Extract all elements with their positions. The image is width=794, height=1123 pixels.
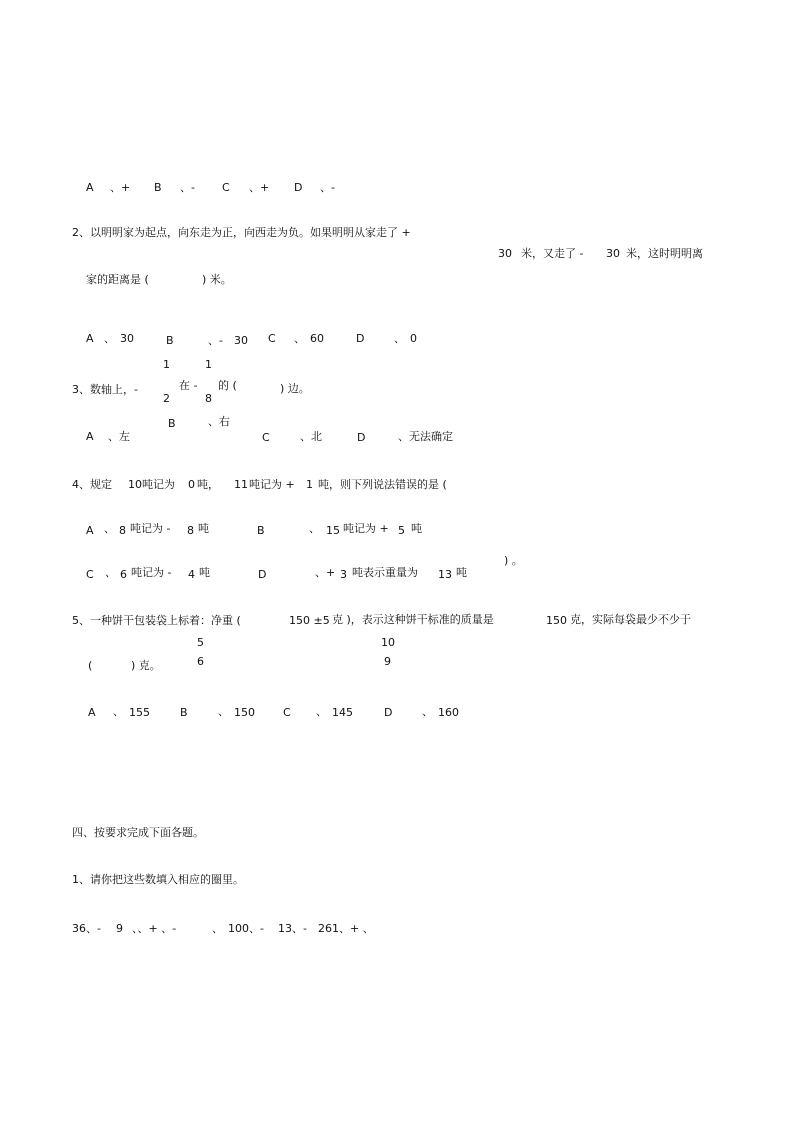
number-list-part-7: 261、+ 、	[318, 922, 374, 935]
q4-option-b-sep: 、	[309, 522, 320, 535]
q4-option-b-value-2: 5	[398, 524, 405, 537]
q4-option-b-text-1: 吨记为 +	[343, 522, 389, 535]
q4-option-d-sep: 、+	[315, 566, 336, 579]
q5-option-d-value: 160	[438, 706, 459, 719]
q4-option-c-text-1: 吨记为 -	[131, 566, 172, 579]
q5-stem-line2-open: (	[88, 659, 93, 672]
q5-option-a: A	[88, 706, 96, 719]
q4-value-3: 11	[234, 478, 248, 491]
q5-option-c-value: 145	[332, 706, 353, 719]
number-list-part-1: 36、-	[72, 922, 101, 935]
q4-option-b-value-1: 15	[326, 524, 340, 537]
q1-option-c: C	[222, 181, 230, 194]
number-list-part-2: 9	[116, 922, 123, 935]
q2-option-c-sep: 、	[294, 332, 305, 345]
q4-option-c: C	[86, 568, 94, 581]
q4-option-d-text-1: 吨表示重量为	[352, 566, 418, 579]
q3-option-b: B	[168, 417, 176, 430]
q4-option-a-sep: 、	[104, 522, 115, 535]
q3-stem-end2: ) 边。	[280, 382, 310, 395]
q3-stem-end: 的 (	[218, 379, 237, 392]
q5-fraction-den-2: 9	[384, 655, 391, 668]
q4-stem-close: ) 。	[504, 554, 523, 567]
q2-option-a-value: 30	[120, 332, 134, 345]
q2-option-d-value: 0	[410, 332, 417, 345]
q2-option-a-sep: 、	[104, 332, 115, 345]
q3-option-d-text: 、无法确定	[398, 430, 453, 443]
q2-option-b: B	[166, 334, 174, 347]
section-4-question-1: 1、请你把这些数填入相应的圈里。	[72, 873, 244, 886]
q4-option-b: B	[257, 524, 265, 537]
q1-option-a: A	[86, 181, 94, 194]
q5-stem-line2-close: ) 克。	[131, 659, 161, 672]
q3-option-a: A	[86, 430, 94, 443]
q4-option-c-text-2: 吨	[199, 566, 210, 579]
q5-option-a-sep: 、	[113, 705, 124, 718]
q5-option-b-value: 150	[234, 706, 255, 719]
q3-option-d: D	[357, 431, 366, 444]
q3-option-a-text: 、左	[108, 430, 130, 443]
q2-option-c: C	[268, 332, 276, 345]
section-4-heading: 四、按要求完成下面各题。	[72, 826, 204, 839]
q4-option-a-value-2: 8	[187, 524, 194, 537]
q3-stem: 3、数轴上，-	[72, 383, 138, 396]
q4-option-d: D	[258, 568, 267, 581]
q2-option-b-sep: 、-	[208, 334, 223, 347]
q2-stem: 2、以明明家为起点，向东走为正，向西走为负。如果明明从家走了 +	[72, 226, 411, 239]
q3-option-b-text: 、右	[208, 415, 230, 428]
q1-option-b-sign: 、-	[180, 181, 195, 194]
q4-option-b-text-2: 吨	[411, 522, 422, 535]
q4-value-4: 1	[306, 478, 313, 491]
q5-option-b: B	[180, 706, 188, 719]
q4-option-c-value-2: 4	[188, 568, 195, 581]
q5-stem-2: 克 )，表示这种饼干标准的质量是	[332, 613, 494, 626]
q3-stem-mid: 在 -	[179, 379, 198, 392]
q2-number-2: 30	[606, 247, 620, 260]
q5-stem-3: 克，实际每袋最少不少于	[570, 613, 691, 626]
q4-option-a-text-2: 吨	[198, 522, 209, 535]
q3-option-c-text: 、北	[300, 430, 322, 443]
q5-option-c: C	[283, 706, 291, 719]
q4-option-d-value-2: 13	[438, 568, 452, 581]
q4-stem-5: 吨，则下列说法错误的是 (	[318, 478, 447, 491]
number-list-part-6: 13、-	[278, 922, 307, 935]
q5-value-2: 150	[546, 614, 567, 627]
q3-numerator-2: 1	[205, 358, 212, 371]
number-list-part-4: 、	[212, 922, 223, 935]
q4-option-c-sep: 、	[105, 566, 116, 579]
q4-option-d-value-1: 3	[340, 568, 347, 581]
q2-option-d-sep: 、	[394, 332, 405, 345]
q4-option-d-text-2: 吨	[456, 566, 467, 579]
q5-option-a-value: 155	[129, 706, 150, 719]
q4-option-c-value-1: 6	[120, 568, 127, 581]
q5-stem-1: 5、一种饼干包装袋上标着：净重 (	[72, 614, 241, 627]
q4-stem-1: 4、规定	[72, 478, 112, 491]
q2-stem-mid: 米，又走了 -	[521, 247, 584, 260]
q5-option-b-sep: 、	[218, 705, 229, 718]
q2-option-d: D	[356, 332, 365, 345]
q5-fraction-num-2: 10	[381, 636, 395, 649]
q2-stem-line3-end: ) 米。	[202, 273, 232, 286]
q3-option-c: C	[262, 431, 270, 444]
q4-stem-2: 吨记为	[142, 478, 175, 491]
q4-option-a-value-1: 8	[119, 524, 126, 537]
q1-option-d-sign: 、-	[320, 181, 335, 194]
q4-stem-3: 吨，	[197, 478, 219, 491]
q5-fraction-num-1: 5	[197, 636, 204, 649]
q1-option-c-sign: 、+	[249, 181, 270, 194]
q2-stem-tail: 米，这时明明离	[626, 247, 703, 260]
q3-denominator-2: 8	[205, 392, 212, 405]
q2-option-b-value: 30	[234, 334, 248, 347]
q2-option-c-value: 60	[310, 332, 324, 345]
q1-option-b: B	[154, 181, 162, 194]
q1-option-d: D	[294, 181, 303, 194]
q5-option-d: D	[384, 706, 393, 719]
q4-option-a-text-1: 吨记为 -	[130, 522, 171, 535]
number-list-part-5: 100、-	[228, 922, 264, 935]
q3-numerator-1: 1	[163, 358, 170, 371]
q5-value-1: 150 ±5	[289, 614, 330, 627]
q2-option-a: A	[86, 332, 94, 345]
q1-option-a-sign: 、+	[110, 181, 131, 194]
q4-value-1: 10	[128, 478, 142, 491]
q5-fraction-den-1: 6	[197, 655, 204, 668]
q3-denominator-1: 2	[163, 392, 170, 405]
q5-option-c-sep: 、	[316, 705, 327, 718]
q2-stem-line3: 家的距离是 (	[86, 273, 149, 286]
number-list-part-3: 、、+ 、-	[132, 922, 177, 935]
q2-number-1: 30	[498, 247, 512, 260]
q4-value-2: 0	[188, 478, 195, 491]
q5-option-d-sep: 、	[422, 705, 433, 718]
q4-option-a: A	[86, 524, 94, 537]
q4-stem-4: 吨记为 +	[249, 478, 295, 491]
